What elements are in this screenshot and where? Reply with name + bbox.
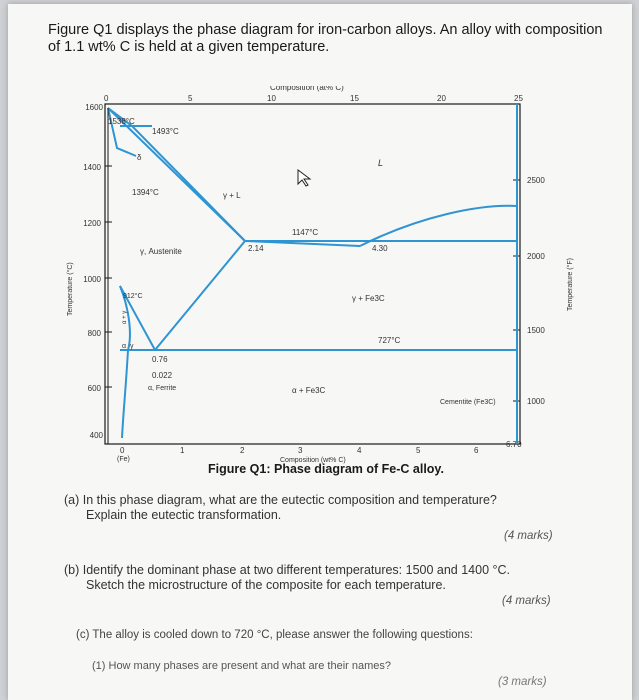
left-axis-title: Temperature (°C): [67, 262, 74, 316]
top-tick-25: 25: [514, 94, 523, 103]
label-1493: 1493°C: [152, 127, 179, 136]
figure-caption: Figure Q1: Phase diagram of Fe-C alloy.: [208, 462, 444, 476]
label-cementite: Cementite (Fe3C): [440, 399, 496, 406]
bottom-tick-1: 1: [180, 446, 185, 455]
ferrite-solvus-low: [122, 350, 128, 438]
right-tick-2000: 2000: [527, 252, 545, 261]
question-b: [64, 563, 604, 593]
question-c1-marks: (3 marks): [498, 676, 547, 688]
question-a-line-2: Explain the eutectic transformation.: [86, 508, 282, 522]
right-tick-1000: 1000: [527, 397, 545, 406]
bottom-axis-ticks: [120, 440, 522, 455]
intro-line-1: Figure Q1 displays the phase diagram for iron-carbon alloys. An alloy with composition: [48, 22, 603, 38]
label-austenite: γ, Austenite: [140, 247, 182, 256]
bottom-tick-670: 6.70: [506, 440, 522, 449]
top-tick-0: 0: [104, 94, 109, 103]
liquidus-right: [360, 206, 517, 246]
bottom-tick-3: 3: [298, 446, 303, 455]
question-c1: (1) How many phases are present and what are their names?: [92, 660, 391, 672]
left-tick-1400: 1400: [83, 163, 101, 172]
top-tick-15: 15: [350, 94, 359, 103]
acm-line: [155, 241, 245, 350]
label-727: 727°C: [378, 336, 401, 345]
label-ferrite: α, Ferrite: [148, 385, 177, 392]
liquidus-left: [108, 108, 360, 246]
label-1538: 1538°C: [108, 117, 135, 126]
label-430: 4.30: [372, 244, 388, 253]
question-a: [64, 493, 604, 523]
intro-line-2: of 1.1 wt% C is held at a given temperature.: [48, 39, 330, 55]
left-tick-1000: 1000: [83, 275, 101, 284]
left-axis-ticks: [83, 103, 103, 440]
cursor-icon: [298, 170, 310, 186]
label-alpha: α: [122, 343, 127, 350]
label-alpha-fe3c: α + Fe3C: [292, 386, 326, 395]
label-gamma-liquid: γ + L: [223, 191, 241, 200]
top-axis-ticks: [104, 94, 523, 103]
right-tick-1500: 1500: [527, 326, 545, 335]
top-tick-20: 20: [437, 94, 446, 103]
label-alpha-gamma: α + γ: [122, 310, 128, 324]
left-tick-1600: 1600: [85, 103, 103, 112]
left-tick-600: 600: [87, 384, 101, 393]
question-a-line-1: (a) In this phase diagram, what are the eutectic composition and temperature?: [64, 493, 497, 507]
question-a-marks: (4 marks): [504, 530, 553, 542]
question-c: (c) The alloy is cooled down to 720 °C, please answer the following questions:: [76, 629, 473, 641]
left-tick-800: 800: [87, 329, 101, 338]
label-0022: 0.022: [152, 371, 173, 380]
phase-diagram: [60, 86, 580, 466]
top-tick-5: 5: [188, 94, 193, 103]
problem-statement: [48, 22, 608, 56]
right-tick-2500: 2500: [527, 176, 545, 185]
left-tick-1200: 1200: [83, 219, 101, 228]
bottom-tick-5: 5: [416, 446, 421, 455]
question-b-marks: (4 marks): [502, 595, 551, 607]
bottom-axis-title: Composition (wt% C): [280, 457, 346, 464]
label-1147: 1147°C: [292, 228, 319, 237]
left-tick-400: 400: [89, 431, 103, 440]
right-axis-ticks: [527, 176, 545, 406]
document-page: [8, 4, 632, 700]
bottom-tick-6: 6: [474, 446, 479, 455]
label-1394: 1394°C: [132, 188, 159, 197]
question-b-line-1: (b) Identify the dominant phase at two different temperatures: 1500 and 1400 °C.: [64, 563, 511, 577]
label-076: 0.76: [152, 355, 168, 364]
bottom-tick-4: 4: [357, 446, 362, 455]
top-axis-title: Composition (at% C): [270, 86, 344, 92]
bottom-tick-2: 2: [240, 446, 245, 455]
bottom-fe-label: (Fe): [117, 456, 130, 463]
question-b-line-2: Sketch the microstructure of the composite for each temperature.: [86, 578, 446, 592]
label-gamma: γ: [130, 343, 134, 350]
bottom-tick-0: 0: [120, 446, 125, 455]
right-axis-title: Temperature (°F): [567, 258, 574, 311]
label-912: 912°C: [123, 293, 143, 300]
top-tick-10: 10: [267, 94, 276, 103]
label-liquid: L: [378, 158, 384, 168]
label-gamma-fe3c: γ + Fe3C: [352, 294, 385, 303]
label-delta: δ: [137, 153, 142, 162]
label-214: 2.14: [248, 244, 264, 253]
